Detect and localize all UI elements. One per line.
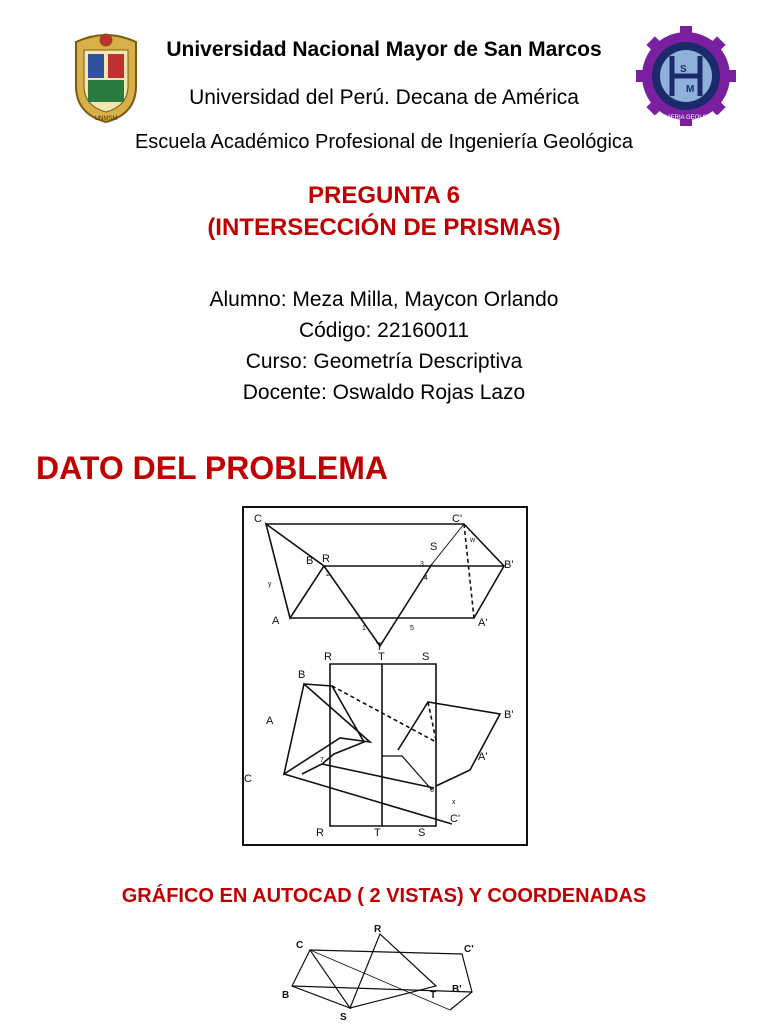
svg-text:y: y bbox=[268, 581, 272, 588]
svg-text:S: S bbox=[340, 1012, 347, 1023]
student-name: Alumno: Meza Milla, Maycon Orlando bbox=[209, 288, 559, 311]
svg-text:UNMSM: UNMSM bbox=[94, 116, 118, 122]
svg-text:R: R bbox=[316, 827, 324, 839]
svg-text:3: 3 bbox=[420, 561, 424, 568]
university-name: Universidad Nacional Mayor de San Marcos bbox=[166, 38, 602, 61]
svg-text:4: 4 bbox=[424, 575, 428, 582]
section-heading-dato: DATO DEL PROBLEMA bbox=[36, 450, 389, 486]
svg-text:T: T bbox=[376, 641, 383, 653]
svg-text:A': A' bbox=[478, 617, 488, 629]
svg-text:C': C' bbox=[452, 513, 463, 525]
question-title bbox=[0, 180, 768, 244]
svg-text:S: S bbox=[418, 827, 426, 839]
svg-text:C: C bbox=[244, 773, 252, 785]
svg-text:B: B bbox=[282, 990, 290, 1001]
svg-text:C: C bbox=[254, 513, 262, 525]
svg-text:7: 7 bbox=[320, 757, 324, 764]
svg-text:B': B' bbox=[504, 559, 514, 571]
svg-text:A: A bbox=[266, 715, 274, 727]
svg-text:B': B' bbox=[452, 984, 462, 995]
svg-text:A': A' bbox=[478, 751, 488, 763]
svg-text:S: S bbox=[430, 541, 438, 553]
svg-text:x: x bbox=[452, 799, 456, 806]
svg-text:2: 2 bbox=[326, 571, 330, 578]
svg-text:R: R bbox=[374, 924, 382, 935]
university-subtitle: Universidad del Perú. Decana de América bbox=[189, 86, 579, 109]
svg-text:B: B bbox=[298, 669, 306, 681]
svg-text:S: S bbox=[422, 651, 430, 663]
course-name: Curso: Geometría Descriptiva bbox=[245, 350, 523, 373]
question-topic: (INTERSECCIÓN DE PRISMAS) bbox=[207, 214, 561, 241]
svg-text:S: S bbox=[680, 64, 687, 75]
svg-text:C: C bbox=[296, 940, 304, 951]
svg-text:T: T bbox=[378, 651, 385, 663]
student-code: Código: 22160011 bbox=[298, 319, 470, 342]
svg-text:R: R bbox=[324, 651, 332, 663]
svg-text:INGENIERIA GEOLOGICA: INGENIERIA GEOLOGICA bbox=[649, 115, 723, 121]
svg-text:B: B bbox=[306, 555, 314, 567]
problem-figure bbox=[242, 506, 528, 846]
teacher-name: Docente: Oswaldo Rojas Lazo bbox=[242, 381, 526, 404]
svg-text:M: M bbox=[686, 84, 695, 95]
svg-text:B': B' bbox=[504, 709, 514, 721]
student-info bbox=[0, 284, 768, 408]
section-heading-grafico: GRÁFICO EN AUTOCAD ( 2 VISTAS) Y COORDENADAS bbox=[121, 885, 647, 907]
autocad-figure bbox=[276, 922, 496, 1024]
svg-text:C': C' bbox=[464, 944, 474, 955]
svg-text:T: T bbox=[430, 990, 437, 1001]
svg-text:1: 1 bbox=[362, 625, 366, 632]
svg-text:A: A bbox=[272, 615, 280, 627]
school-name: Escuela Académico Profesional de Ingeniería Geológica bbox=[134, 131, 634, 153]
question-number: PREGUNTA 6 bbox=[307, 182, 460, 209]
svg-text:5: 5 bbox=[410, 625, 414, 632]
svg-text:T: T bbox=[374, 827, 381, 839]
svg-text:R: R bbox=[322, 553, 330, 565]
svg-text:6: 6 bbox=[430, 787, 434, 794]
svg-text:C': C' bbox=[450, 813, 461, 825]
svg-text:w: w bbox=[470, 537, 476, 544]
